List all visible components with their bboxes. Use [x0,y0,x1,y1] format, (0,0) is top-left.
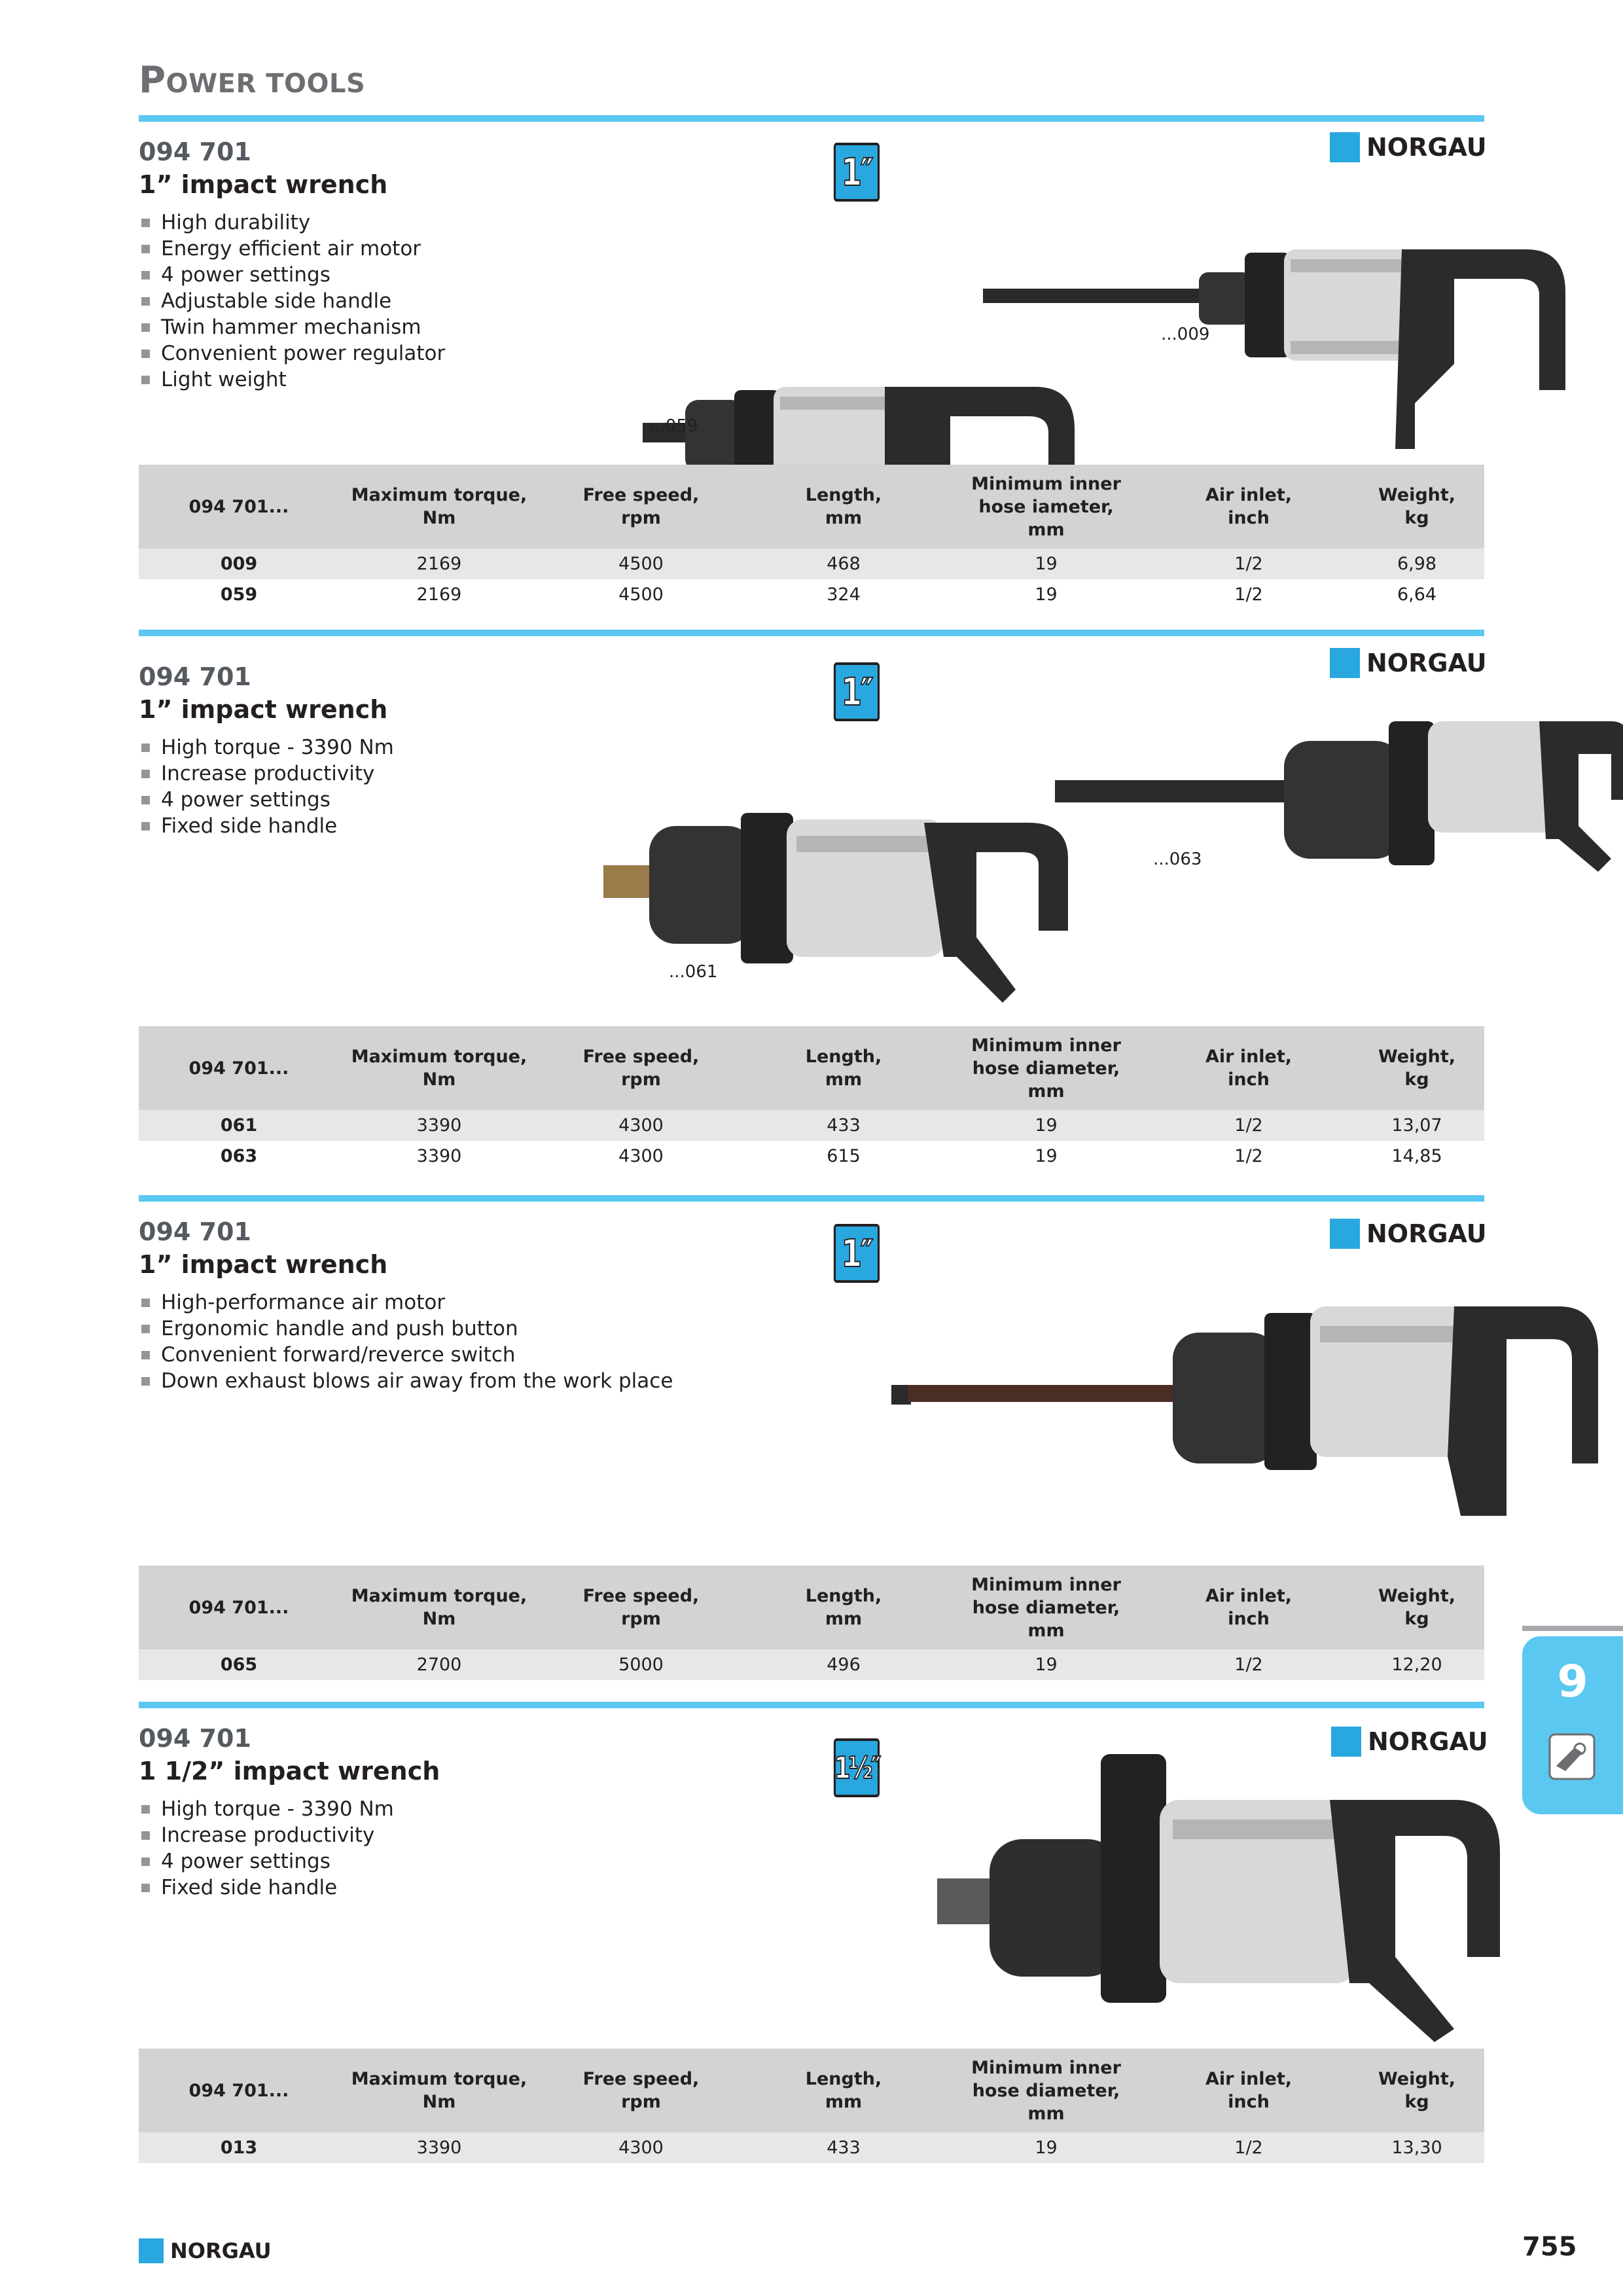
bullet-icon [141,770,150,778]
feature-item [139,787,394,813]
column-header-air-inlet [1148,1566,1349,1649]
bullet-icon [141,1857,150,1866]
spec-table [139,1566,1484,1680]
feature-item [139,236,445,262]
spec-table-header-row [139,465,1484,548]
column-header-air-inlet [1148,1026,1349,1110]
table-cell: 4500 [539,548,743,579]
column-header-speed [539,465,743,548]
column-header-torque [339,465,539,548]
column-header-speed [539,2049,743,2132]
chapter-tab-divider [1522,1626,1623,1631]
bullet-icon [141,1805,150,1814]
feature-text: Ergonomic handle and push button [161,1317,518,1340]
table-cell: 1/2 [1148,548,1349,579]
table-cell: 013 [139,2132,339,2163]
feature-text: Down exhaust blows air away from the work place [161,1369,673,1393]
feature-item [139,1796,394,1822]
header-text: Maximum torque, Nm [351,1047,527,1090]
table-cell: 13,30 [1349,2132,1484,2163]
section-divider [139,630,1484,636]
table-cell: 2169 [416,584,462,605]
feature-text: Adjustable side handle [161,289,392,313]
table-cell: 324 [827,584,861,605]
feature-item [139,1822,394,1848]
table-cell: 063 [220,1146,258,1166]
product-title: 1” impact wrench [139,695,388,724]
section-divider [139,1702,1484,1708]
brand-square-icon [1330,132,1360,162]
feature-text: Convenient power regulator [161,342,446,365]
column-header-length [743,465,944,548]
variant-label: ...009 [1161,325,1210,344]
brand-logo [1330,648,1487,678]
table-cell: 5000 [539,1649,743,1680]
brand-name: NORGAU [1366,133,1487,162]
feature-item [139,761,394,787]
table-row [139,579,1484,610]
column-header-code [139,1026,339,1110]
page-title-initial: P [139,59,166,101]
feature-item [139,1316,673,1342]
size-badge-icon: 1″ [834,1224,880,1283]
table-cell: 615 [827,1146,861,1166]
brand-square-icon [1330,1219,1360,1249]
table-cell: 065 [139,1649,339,1680]
table-cell: 433 [743,2132,944,2163]
bullet-icon [141,350,150,358]
product-code: 094 701 [139,1217,251,1246]
feature-item [139,1368,673,1394]
header-text: Air inlet, inch [1205,2069,1293,2112]
product-title: 1” impact wrench [139,1250,388,1279]
feature-text: 4 power settings [161,263,330,287]
feature-text: Light weight [161,368,287,391]
page-number: 755 [1522,2232,1577,2262]
table-cell: 6,98 [1349,548,1484,579]
feature-item [139,734,394,761]
column-header-torque [339,1026,539,1110]
product-code: 094 701 [139,137,251,166]
header-text: Maximum torque, Nm [351,2069,527,2112]
table-cell: 19 [944,1110,1148,1141]
header-text: 094 701... [188,496,289,517]
bullet-icon [141,1831,150,1840]
table-cell: 3390 [339,1110,539,1141]
impact-wrench-image-013 [924,1741,1623,2042]
table-cell: 19 [944,2132,1148,2163]
variant-label: ...061 [669,962,718,982]
chapter-number: 9 [1557,1656,1588,1708]
column-header-weight [1349,1026,1484,1110]
feature-text: 4 power settings [161,1850,330,1873]
table-cell: 6,64 [1397,584,1437,605]
product-code: 094 701 [139,662,251,691]
product-title: 1 1/2” impact wrench [139,1757,440,1785]
table-cell: 1/2 [1234,584,1263,605]
feature-text: High durability [161,211,311,234]
table-cell: 468 [743,548,944,579]
bullet-icon [141,297,150,306]
table-row [139,1141,1484,1172]
column-header-hose [944,1026,1148,1110]
brand-logo [1330,1219,1487,1249]
column-header-code [139,1566,339,1649]
header-text: Free speed, rpm [582,1047,700,1090]
header-text: Free speed, rpm [582,485,700,528]
column-header-weight [1349,1566,1484,1649]
table-cell: 4300 [618,1146,664,1166]
table-cell: 2169 [339,548,539,579]
column-header-air-inlet [1148,465,1349,548]
column-header-length [743,1026,944,1110]
spec-table [139,2049,1484,2163]
feature-list [139,734,394,839]
header-text: Free speed, rpm [582,2069,700,2112]
header-text: Weight, kg [1378,2069,1456,2112]
table-cell: 061 [139,1110,339,1141]
feature-text: Increase productivity [161,762,375,785]
header-text: Length, mm [805,1586,882,1629]
product-title: 1” impact wrench [139,170,388,199]
table-cell: 3390 [416,1146,462,1166]
feature-item [139,340,445,367]
header-text: Minimum inner hose diameter, mm [971,2057,1121,2124]
feature-text: High torque - 3390 Nm [161,736,394,759]
feature-text: Fixed side handle [161,814,338,838]
column-header-speed [539,1026,743,1110]
brand-name: NORGAU [1366,1219,1487,1248]
header-text: Weight, kg [1378,485,1456,528]
size-badge-icon: 1″ [834,143,880,202]
table-cell: 19 [944,548,1148,579]
feature-item [139,1289,673,1316]
bullet-icon [141,1299,150,1307]
column-header-torque [339,2049,539,2132]
feature-list [139,1796,394,1901]
table-cell: 2700 [339,1649,539,1680]
header-text: Minimum inner hose iameter, mm [971,473,1121,540]
bullet-icon [141,271,150,279]
brand-name: NORGAU [170,2238,272,2263]
spec-table-header-row [139,1566,1484,1649]
table-cell: 19 [1035,1146,1058,1166]
table-cell: 4500 [618,584,664,605]
header-text: Length, mm [805,485,882,528]
feature-list [139,209,445,393]
table-cell: 496 [743,1649,944,1680]
footer-brand-logo [139,2238,272,2263]
table-cell: 4300 [539,2132,743,2163]
brand-name: NORGAU [1366,649,1487,677]
feature-item [139,209,445,236]
column-header-length [743,1566,944,1649]
column-header-code [139,465,339,548]
header-text: 094 701... [188,1058,289,1079]
table-cell: 19 [1035,584,1058,605]
header-text: Minimum inner hose diameter, mm [971,1574,1121,1641]
header-text: Length, mm [805,1047,882,1090]
table-cell: 4300 [539,1110,743,1141]
header-text: Free speed, rpm [582,1586,700,1629]
bullet-icon [141,796,150,804]
bullet-icon [141,1884,150,1892]
size-badge-icon: 1″ [834,662,880,721]
page-title [139,59,365,101]
brand-square-icon [139,2238,164,2263]
size-badge-icon: 1½″ [834,1738,880,1797]
table-row [139,1110,1484,1141]
feature-item [139,288,445,314]
product-code: 094 701 [139,1724,251,1753]
spec-table-header-row [139,1026,1484,1110]
table-cell: 1/2 [1148,1110,1349,1141]
table-cell: 14,85 [1391,1146,1442,1166]
bullet-icon [141,1351,150,1359]
brand-logo [1330,132,1487,162]
bullet-icon [141,219,150,227]
variant-label: ...063 [1153,850,1202,869]
feature-item [139,813,394,839]
spec-table [139,1026,1484,1172]
feature-text: High torque - 3390 Nm [161,1797,394,1821]
table-cell: 3390 [339,2132,539,2163]
table-cell: 009 [139,548,339,579]
column-header-length [743,2049,944,2132]
column-header-code [139,2049,339,2132]
header-text: Weight, kg [1378,1047,1456,1090]
bullet-icon [141,323,150,332]
column-header-hose [944,2049,1148,2132]
feature-text: Increase productivity [161,1823,375,1847]
bullet-icon [141,744,150,752]
table-row [139,1649,1484,1680]
header-text: Air inlet, inch [1205,1047,1293,1090]
feature-text: Energy efficient air motor [161,237,421,260]
column-header-torque [339,1566,539,1649]
brand-square-icon [1330,648,1360,678]
column-header-hose [944,465,1148,548]
feature-item [139,367,445,393]
page-title-rest: OWER TOOLS [166,69,366,99]
spec-table [139,465,1484,610]
header-text: Weight, kg [1378,1586,1456,1629]
bullet-icon [141,245,150,253]
table-cell: 1/2 [1234,1146,1263,1166]
table-cell: 433 [743,1110,944,1141]
feature-text: 4 power settings [161,788,330,812]
header-text: Maximum torque, Nm [351,1586,527,1629]
table-cell: 1/2 [1148,1649,1349,1680]
table-cell: 19 [944,1649,1148,1680]
section-divider [139,115,1484,122]
column-header-weight [1349,2049,1484,2132]
column-header-weight [1349,465,1484,548]
impact-wrench-image-009 [963,174,1618,488]
header-text: Air inlet, inch [1205,1586,1293,1629]
spec-table-header-row [139,2049,1484,2132]
brand-name: NORGAU [1368,1727,1488,1756]
feature-text: Convenient forward/reverce switch [161,1343,516,1367]
feature-item [139,1342,673,1368]
impact-wrench-image-063 [924,695,1623,905]
section-divider [139,1195,1484,1202]
feature-item [139,262,445,288]
header-text: Minimum inner hose diameter, mm [971,1035,1121,1102]
table-cell: 059 [220,584,258,605]
header-text: 094 701... [188,2080,289,2101]
feature-item [139,1848,394,1874]
feature-item [139,1874,394,1901]
table-row [139,2132,1484,2163]
column-header-speed [539,1566,743,1649]
header-text: Maximum torque, Nm [351,485,527,528]
bullet-icon [141,376,150,384]
table-cell: 13,07 [1349,1110,1484,1141]
bullet-icon [141,1325,150,1333]
feature-text: High-performance air motor [161,1291,446,1314]
header-text: 094 701... [188,1597,289,1618]
feature-text: Twin hammer mechanism [161,315,421,339]
table-cell: 1/2 [1148,2132,1349,2163]
feature-text: Fixed side handle [161,1876,338,1899]
feature-list [139,1289,673,1394]
table-row [139,548,1484,579]
bullet-icon [141,822,150,831]
bullet-icon [141,1377,150,1386]
feature-item [139,314,445,340]
variant-label: ...059 [649,416,698,436]
table-cell: 12,20 [1349,1649,1484,1680]
header-text: Air inlet, inch [1205,485,1293,528]
column-header-hose [944,1566,1148,1649]
column-header-air-inlet [1148,2049,1349,2132]
power-tool-icon [1548,1733,1596,1780]
header-text: Length, mm [805,2069,882,2112]
impact-wrench-image-065 [878,1267,1623,1542]
